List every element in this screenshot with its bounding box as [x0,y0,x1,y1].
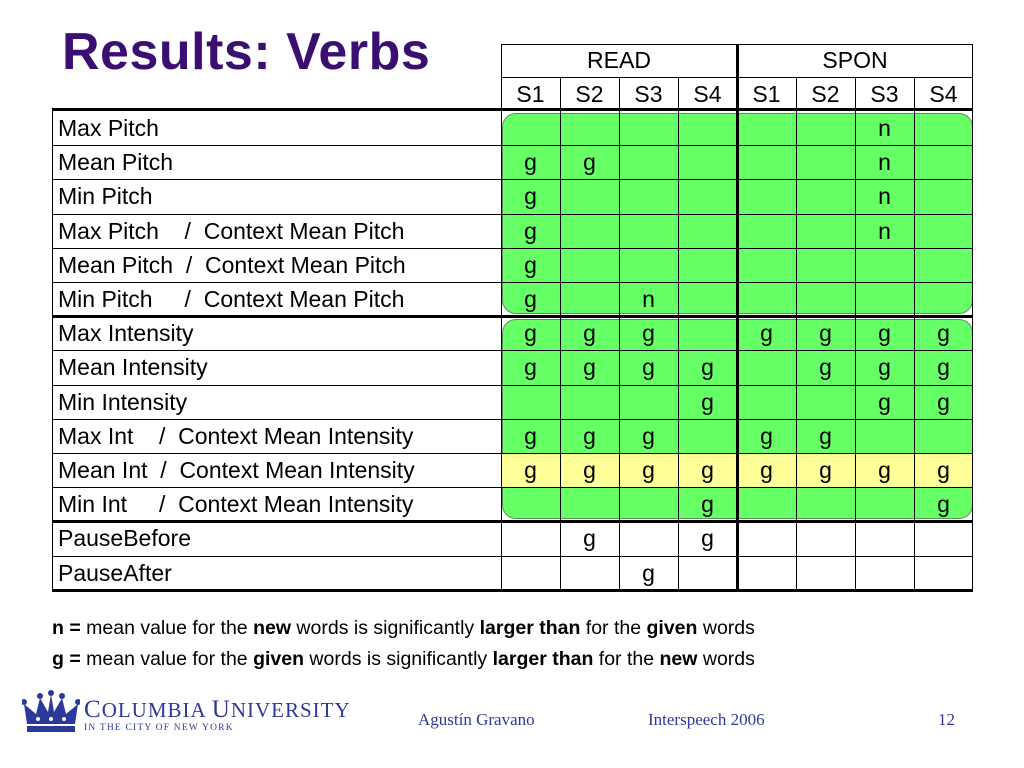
grid-line-thick [52,108,973,111]
result-mark: g [819,354,832,381]
university-name: COLUMBIA UNIVERSITY [84,696,351,723]
result-mark: g [701,491,714,518]
result-mark: g [524,320,537,347]
result-mark: n [878,149,891,176]
grid-line [52,248,973,249]
grid-line [52,350,973,351]
subcolumn-header: S4 [929,81,958,107]
result-mark: g [524,422,537,449]
grid-line-thick [52,315,973,318]
subcolumn-header: S4 [693,81,722,107]
grid-line [501,44,502,590]
result-mark: g [524,217,537,244]
row-label: Mean Pitch / Context Mean Pitch [58,251,406,278]
row-label: Min Int / Context Mean Intensity [58,491,414,518]
footer-page-number: 12 [938,710,955,729]
grid-line [52,214,973,215]
result-mark: g [937,491,950,518]
university-city: IN THE CITY OF NEW YORK [84,723,234,733]
grid-line [52,453,973,454]
footer-conference: Interspeech 2006 [648,710,765,729]
row-label: Min Pitch [58,183,153,210]
grid-line [52,145,973,146]
result-mark: n [878,183,891,210]
group-header-spon: SPON [822,47,888,73]
result-mark: g [937,354,950,381]
grid-line [52,556,973,557]
legend-g: g = mean value for the given words is significantly larger than for the new words [52,648,755,670]
result-mark: g [642,320,655,347]
subcolumn-header: S3 [634,81,663,107]
row-label: Mean Intensity [58,354,208,381]
result-mark: g [819,320,832,347]
result-mark: g [760,457,773,483]
grid-line-thick [52,520,973,523]
grid-line [678,77,679,590]
grid-line [52,385,973,386]
subcolumn-header: S2 [811,81,840,107]
row-label: Max Pitch / Context Mean Pitch [58,217,405,244]
grid-line [52,419,973,420]
result-mark: g [642,354,655,381]
result-mark: g [583,457,596,483]
crown-icon [22,690,80,736]
grid-line [52,111,53,590]
result-mark: n [878,217,891,244]
subcolumn-header: S1 [516,81,545,107]
grid-line [619,77,620,590]
result-mark: g [642,559,655,586]
group-header-read: READ [587,47,651,73]
result-mark: g [642,457,655,483]
subcolumn-header: S1 [752,81,781,107]
result-mark: g [701,525,714,552]
result-mark: g [878,388,891,415]
result-mark: g [819,457,832,483]
columbia-logo [22,690,351,738]
result-mark: g [878,320,891,347]
grid-line [796,77,797,590]
result-mark: g [524,251,537,278]
result-mark: g [524,149,537,176]
result-mark: g [701,354,714,381]
row-label: Min Pitch / Context Mean Pitch [58,286,405,312]
result-mark: g [937,320,950,347]
result-mark: g [583,149,596,176]
result-mark: g [937,457,950,483]
result-mark: n [642,286,655,312]
row-label: Mean Pitch [58,149,174,176]
result-mark: g [524,183,537,210]
grid-line [52,282,973,283]
row-label: PauseBefore [58,525,191,552]
result-mark: g [937,388,950,415]
grid-line [914,77,915,590]
result-mark: g [878,457,891,483]
result-mark: g [524,354,537,381]
result-mark: g [760,422,773,449]
grid-line [52,487,973,488]
row-label: Max Pitch [58,115,159,141]
result-mark: g [524,286,537,312]
row-label: Min Intensity [58,388,188,415]
subcolumn-header: S3 [870,81,899,107]
grid-line [52,179,973,180]
result-mark: g [583,320,596,347]
result-mark: g [701,388,714,415]
result-mark: g [583,422,596,449]
result-mark: g [819,422,832,449]
result-mark: g [583,354,596,381]
grid-line-thick [52,589,973,592]
footer-author: Agustín Gravano [418,710,535,729]
legend-n: n = mean value for the new words is significantly larger than for the given words [52,617,755,639]
result-mark: g [642,422,655,449]
result-mark: g [701,457,714,483]
slide-title: Results: Verbs [62,23,431,81]
subcolumn-header: S2 [575,81,604,107]
row-label: PauseAfter [58,559,172,586]
row-label: Mean Int / Context Mean Intensity [58,457,415,483]
grid-line [560,77,561,590]
grid-line-thick [736,44,739,590]
grid-line [972,44,973,590]
grid-line [855,77,856,590]
result-mark: g [524,457,537,483]
result-mark: g [583,525,596,552]
result-mark: g [878,354,891,381]
result-mark: n [878,115,891,141]
result-mark: g [760,320,773,347]
row-label: Max Int / Context Mean Intensity [58,422,414,449]
row-label: Max Intensity [58,320,194,347]
